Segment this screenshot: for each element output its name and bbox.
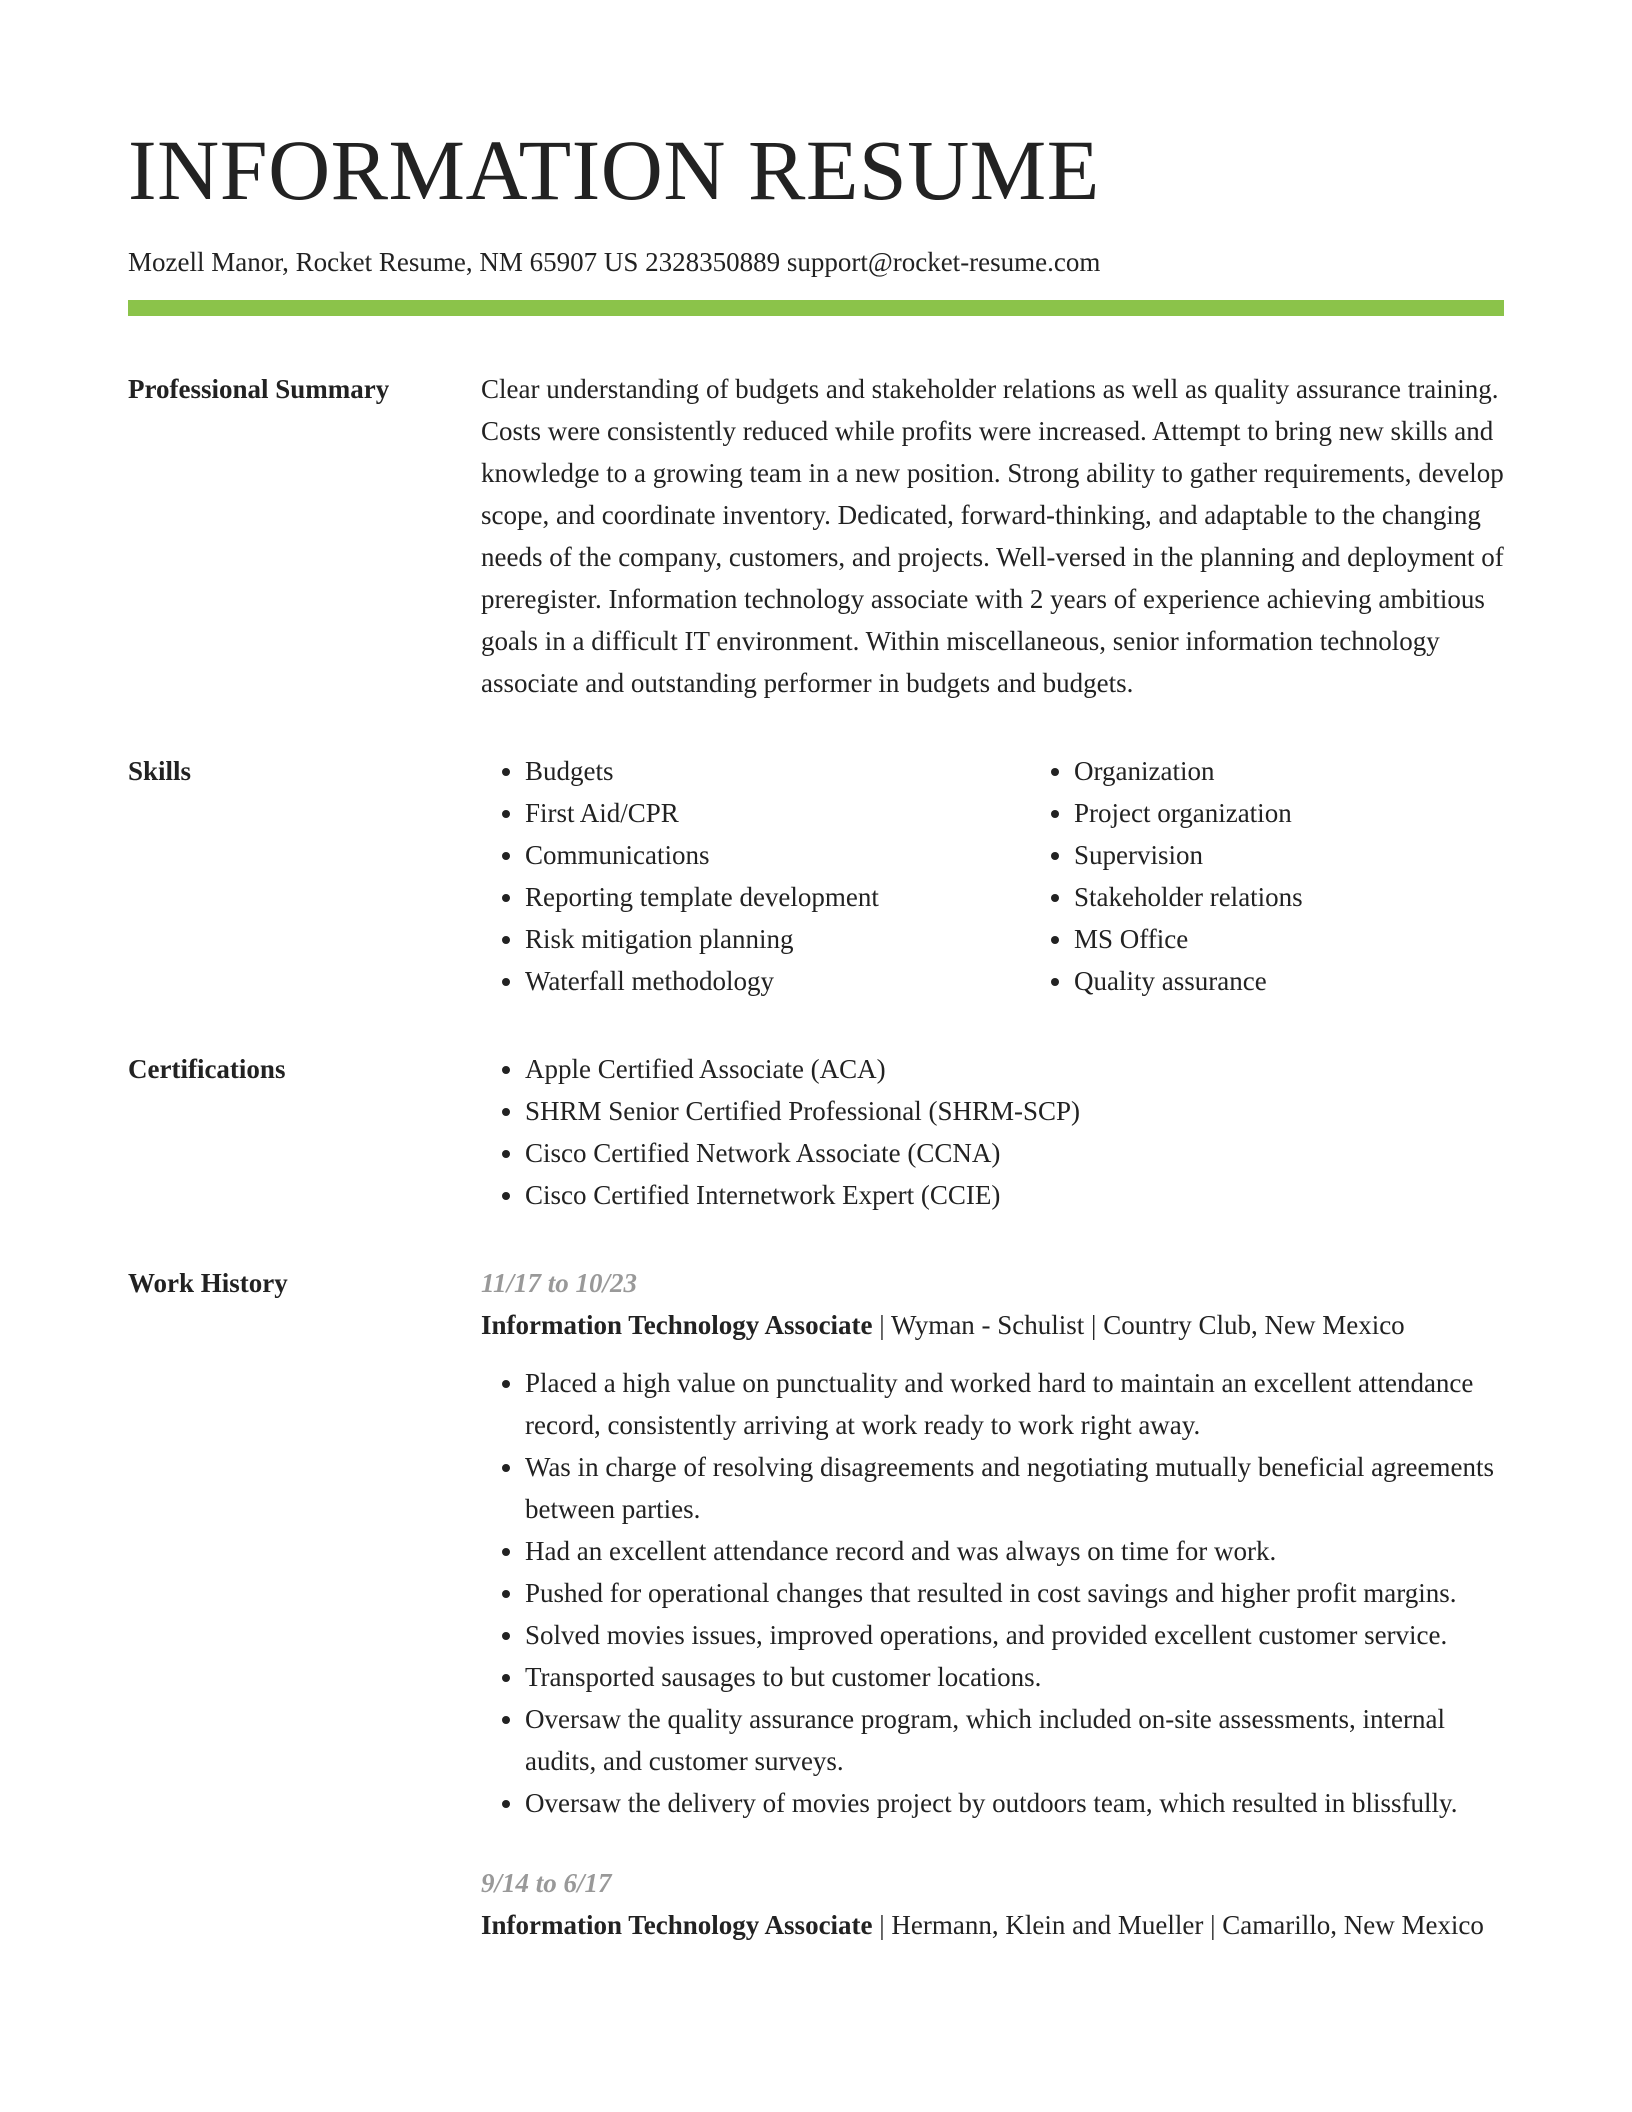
skill-item: • Communications — [525, 834, 1030, 876]
work-history-section — [128, 1262, 1504, 1946]
job-bullet: • Transported sausages to but customer locations. — [525, 1656, 1504, 1698]
summary-text: Clear understanding of budgets and stakeholder relations as well as quality assurance training. Costs were consistently reduced while profits were increased. Attempt to bring new skills and knowledge to a growing team in a new position. Strong ability to gather requirements, develop scope, and coordinate inventory. Dedicated, forward-thinking, and adaptable to the changing needs of the company, customers, and projects. Well-versed in the planning and deployment of preregister. Information technology associate with 2 years of experience achieving ambitious goals in a difficult IT environment. Within miscellaneous, senior information technology associate and outstanding performer in budgets and budgets. — [481, 374, 1504, 698]
resume-name: INFORMATION RESUME — [128, 122, 1100, 218]
job-entry — [481, 1262, 1504, 1824]
job-dates: 11/17 to 10/23 — [481, 1268, 638, 1298]
certifications-heading: Certifications — [128, 1054, 286, 1084]
certification-item: • Cisco Certified Internetwork Expert (CCIE) — [525, 1174, 1504, 1216]
accent-divider — [128, 300, 1504, 316]
job-bullet: • Had an excellent attendance record and was always on time for work. — [525, 1530, 1504, 1572]
work-history-heading: Work History — [128, 1268, 288, 1298]
skill-item: • Budgets — [525, 750, 1030, 792]
job-details: | Wyman - Schulist | Country Club, New Mexico — [872, 1310, 1405, 1340]
skill-item: • Supervision — [1074, 834, 1504, 876]
summary-heading: Professional Summary — [128, 374, 390, 404]
job-bullet: • Oversaw the quality assurance program, which included on-site assessments, internal audits, and customer surveys. — [525, 1698, 1504, 1782]
job-dates: 9/14 to 6/17 — [481, 1868, 612, 1898]
job-bullet: • Was in charge of resolving disagreements and negotiating mutually beneficial agreements between parties. — [525, 1446, 1504, 1530]
job-title: Information Technology Associate — [481, 1310, 873, 1340]
skills-section — [128, 750, 1504, 1002]
skill-item: • Quality assurance — [1074, 960, 1504, 1002]
job-heading — [481, 1904, 1504, 1946]
summary-section — [128, 368, 1504, 704]
contact-line: Mozell Manor, Rocket Resume, NM 65907 US 2328350889 support@rocket-resume.com — [128, 247, 1101, 277]
job-bullet: • Oversaw the delivery of movies project by outdoors team, which resulted in blissfully. — [525, 1782, 1504, 1824]
skill-item: • Risk mitigation planning — [525, 918, 1030, 960]
skill-item: • Waterfall methodology — [525, 960, 1030, 1002]
skill-item: • Stakeholder relations — [1074, 876, 1504, 918]
skills-list-right — [1030, 750, 1504, 1002]
job-bullet: • Solved movies issues, improved operations, and provided excellent customer service. — [525, 1614, 1504, 1656]
skill-item: • First Aid/CPR — [525, 792, 1030, 834]
skill-item: • Organization — [1074, 750, 1504, 792]
skills-heading: Skills — [128, 756, 192, 786]
certification-item: • Cisco Certified Network Associate (CCNA) — [525, 1132, 1504, 1174]
job-heading — [481, 1304, 1504, 1346]
skill-item: • MS Office — [1074, 918, 1504, 960]
certifications-list — [481, 1048, 1504, 1216]
job-bullet: • Pushed for operational changes that resulted in cost savings and higher profit margins. — [525, 1572, 1504, 1614]
skill-item: • Project organization — [1074, 792, 1504, 834]
job-entry — [481, 1862, 1504, 1946]
job-bullets — [481, 1362, 1504, 1824]
job-bullet: • Placed a high value on punctuality and worked hard to maintain an excellent attendance record, consistently arriving at work ready to work right away. — [525, 1362, 1504, 1446]
skill-item: • Reporting template development — [525, 876, 1030, 918]
certification-item: • Apple Certified Associate (ACA) — [525, 1048, 1504, 1090]
certifications-section — [128, 1048, 1504, 1216]
skills-list-left — [481, 750, 1030, 1002]
job-details: | Hermann, Klein and Mueller | Camarillo, New Mexico — [872, 1910, 1484, 1940]
job-title: Information Technology Associate — [481, 1910, 873, 1940]
certification-item: • SHRM Senior Certified Professional (SHRM-SCP) — [525, 1090, 1504, 1132]
